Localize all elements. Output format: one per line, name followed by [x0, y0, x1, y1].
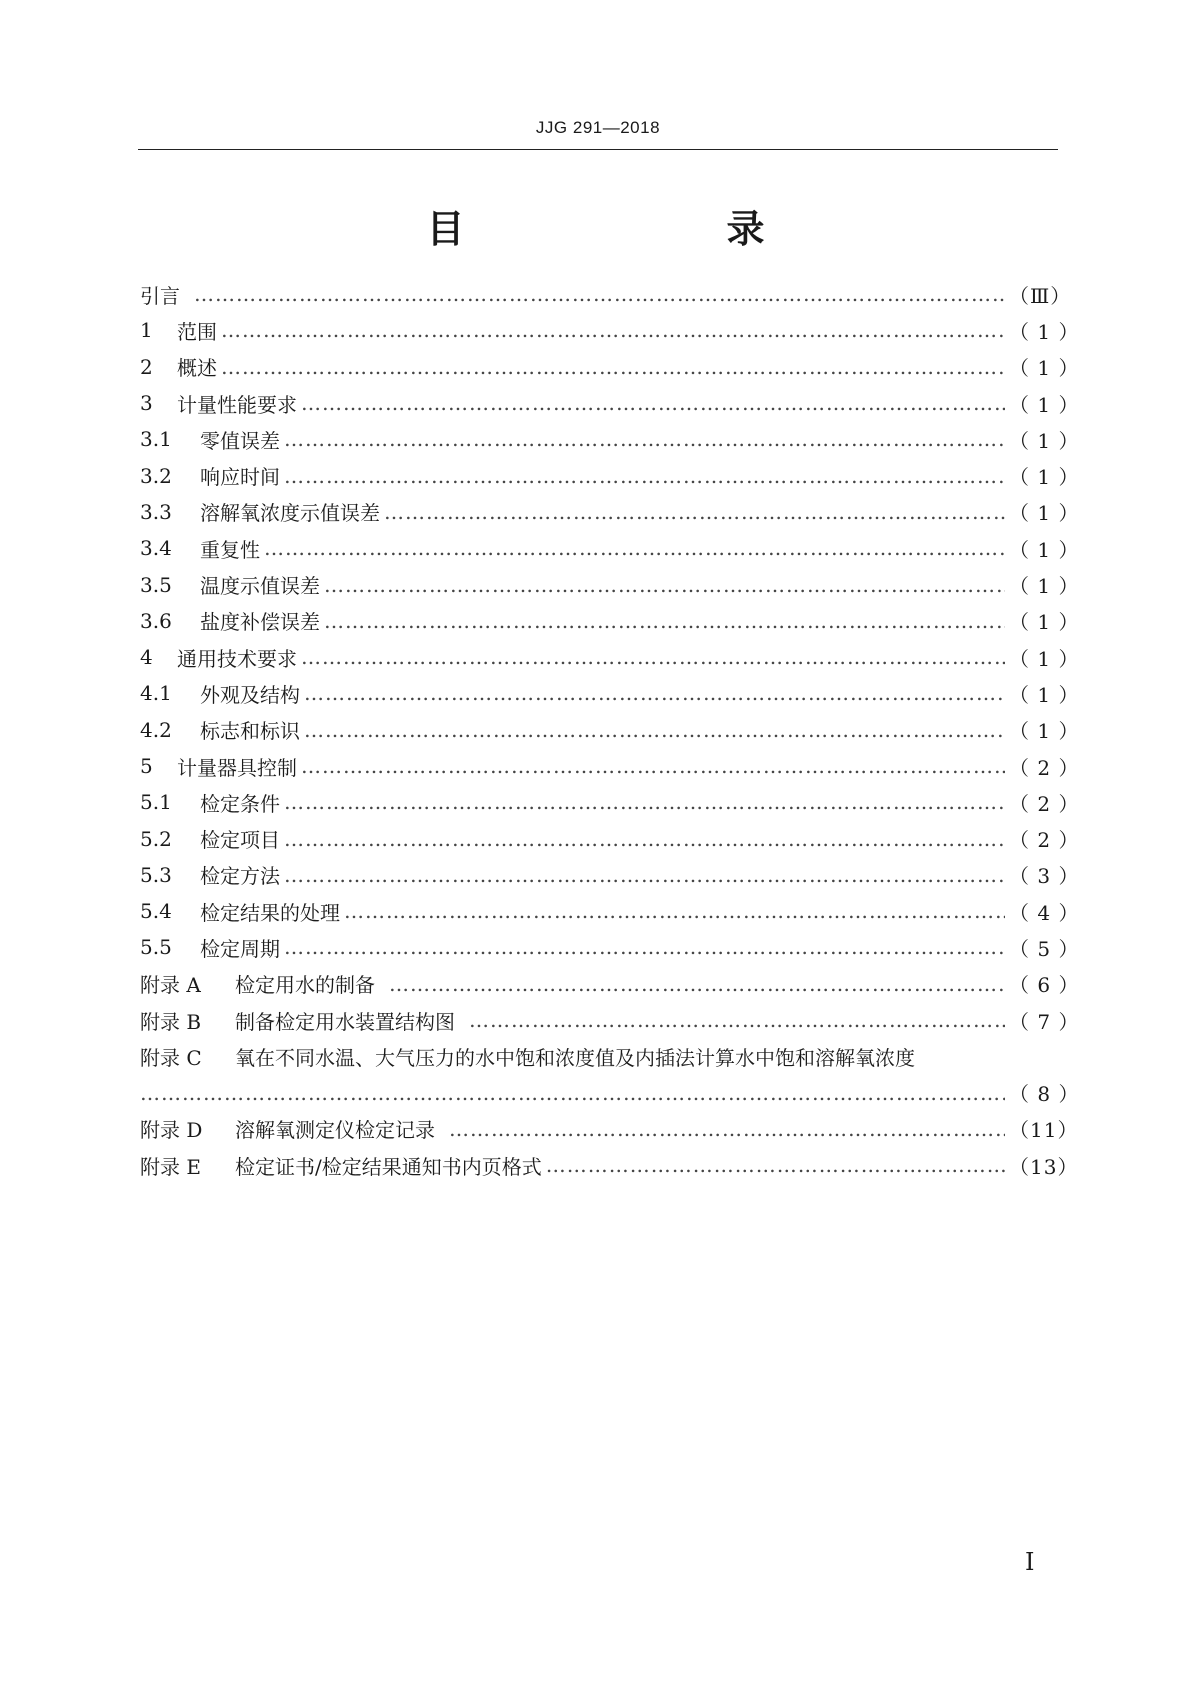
- toc-entry-3-5[interactable]: [140, 566, 1080, 602]
- toc-entry-5-2[interactable]: [140, 820, 1080, 856]
- toc-entry-3-1[interactable]: [140, 421, 1080, 457]
- toc-title: 目 录: [426, 207, 827, 251]
- toc-entry-number: 4.2: [140, 717, 172, 742]
- toc-entry-page: （ 1 ）: [1009, 319, 1080, 344]
- toc-entry-label: 检定证书/检定结果通知书内页格式: [235, 1154, 542, 1179]
- toc-entry-number: 2: [140, 354, 153, 379]
- toc-entry-page: （ 1 ）: [1009, 465, 1080, 490]
- leader-dots: [284, 427, 1005, 451]
- leader-dots: [264, 536, 1005, 560]
- toc-entry-number: 3.5: [140, 572, 172, 597]
- toc-entry-page: （13）: [1009, 1154, 1079, 1179]
- toc-entry-number: 4: [140, 645, 153, 670]
- toc-entry-5-1[interactable]: [140, 784, 1080, 820]
- toc-entry-number: 附录 E: [140, 1154, 201, 1179]
- page-number: Ⅰ: [1025, 1548, 1035, 1576]
- toc-entry-5-4[interactable]: [140, 893, 1080, 929]
- toc-entry-appendix-d[interactable]: [140, 1111, 1079, 1147]
- leader-dots: [301, 754, 1005, 778]
- toc-entry-page: （ 3 ）: [1009, 864, 1080, 889]
- table-of-contents: [140, 276, 1080, 1183]
- toc-entry-page: （ 1 ）: [1009, 356, 1080, 381]
- toc-entry-4-1[interactable]: [140, 675, 1080, 711]
- leader-dots: [304, 718, 1005, 742]
- toc-entry-3-6[interactable]: [140, 603, 1080, 639]
- toc-entry-label: 范围: [177, 319, 217, 344]
- leader-dots: [324, 609, 1005, 633]
- toc-entry-number: 3.4: [140, 536, 172, 561]
- leader-dots: [384, 500, 1005, 524]
- leader-dots: [140, 1081, 1005, 1105]
- toc-entry-label: 标志和标识: [200, 719, 300, 744]
- leader-dots: [284, 827, 1005, 851]
- leader-dots: [284, 935, 1005, 959]
- toc-entry-label: 溶解氧浓度示值误差: [200, 501, 380, 526]
- leader-dots: [221, 355, 1005, 379]
- toc-entry-5[interactable]: [140, 748, 1080, 784]
- toc-entry-page: （ 4 ）: [1009, 900, 1080, 925]
- toc-entry-number: 5: [140, 754, 153, 778]
- toc-entry-label: 计量器具控制: [177, 755, 297, 780]
- toc-entry-label: 制备检定用水装置结构图: [235, 1009, 455, 1034]
- toc-entry-number: 3.2: [140, 463, 172, 488]
- header-rule: [138, 149, 1058, 150]
- toc-entry-number: 1: [140, 318, 153, 343]
- toc-entry-number: 附录 C: [140, 1045, 202, 1070]
- toc-entry-4-2[interactable]: [140, 712, 1080, 748]
- toc-entry-page: （ 1 ）: [1009, 574, 1080, 599]
- toc-entry-appendix-a[interactable]: [140, 966, 1080, 1002]
- toc-entry-page: （ 1 ）: [1009, 537, 1080, 562]
- toc-entry-number: 附录 A: [140, 973, 201, 998]
- toc-entry-label: 重复性: [200, 537, 260, 562]
- toc-entry-number: 附录 D: [140, 1118, 203, 1143]
- toc-entry-label: 检定条件: [200, 791, 280, 816]
- leader-dots: [304, 681, 1005, 705]
- toc-entry-label: 概述: [177, 356, 217, 381]
- toc-entry-label: 响应时间: [200, 465, 280, 490]
- leader-dots: [449, 1117, 1005, 1141]
- running-header: JJG 291—2018: [535, 118, 661, 137]
- toc-entry-label: 温度示值误差: [200, 574, 320, 599]
- toc-entry-label: 检定结果的处理: [200, 900, 340, 925]
- toc-entry-page: （ 1 ）: [1009, 682, 1080, 707]
- toc-entry-page: （ 1 ）: [1009, 392, 1080, 417]
- toc-entry-number: 3.3: [140, 499, 172, 524]
- toc-entry-number: 5.2: [140, 826, 172, 851]
- leader-dots: [344, 899, 1005, 923]
- toc-entry-page: （ 1 ）: [1009, 646, 1080, 671]
- toc-entry-number: 3.1: [140, 427, 172, 452]
- toc-entry-label: 通用技术要求: [177, 646, 297, 671]
- toc-entry-page: （Ⅲ）: [1009, 283, 1072, 308]
- toc-entry-number: 3.6: [140, 608, 172, 633]
- toc-entry-1[interactable]: [140, 312, 1080, 348]
- toc-entry-page: （ 7 ）: [1009, 1009, 1080, 1034]
- leader-dots: [389, 972, 1005, 996]
- toc-entry-label: 检定用水的制备: [235, 973, 375, 998]
- toc-entry-preface[interactable]: [140, 276, 1072, 312]
- toc-entry-number: 4.1: [140, 681, 172, 706]
- toc-entry-3[interactable]: [140, 385, 1080, 421]
- toc-entry-3-3[interactable]: [140, 494, 1080, 530]
- toc-entry-3-2[interactable]: [140, 457, 1080, 493]
- toc-entry-label: 引言: [140, 283, 180, 308]
- leader-dots: [301, 645, 1005, 669]
- toc-entry-page: （11）: [1009, 1118, 1079, 1143]
- toc-entry-page: （ 5 ）: [1009, 936, 1080, 961]
- toc-entry-5-3[interactable]: [140, 857, 1080, 893]
- toc-entry-page: （ 1 ）: [1009, 610, 1080, 635]
- toc-entry-label: 零值误差: [200, 428, 280, 453]
- toc-entry-label: 检定方法: [200, 864, 280, 889]
- leader-dots: [221, 318, 1005, 342]
- toc-entry-page: （ 8 ）: [1009, 1082, 1080, 1107]
- toc-entry-label: 氧在不同水温、大气压力的水中饱和浓度值及内插法计算水中饱和溶解氧浓度: [235, 1045, 915, 1070]
- toc-entry-number: 5.3: [140, 862, 172, 887]
- leader-dots: [469, 1008, 1005, 1032]
- toc-entry-number: 5.4: [140, 899, 172, 924]
- toc-entry-4[interactable]: [140, 639, 1080, 675]
- toc-entry-number: 3: [140, 391, 153, 416]
- toc-entry-5-5[interactable]: [140, 929, 1080, 965]
- toc-entry-page: （ 6 ）: [1009, 973, 1080, 998]
- leader-dots: [284, 464, 1005, 488]
- toc-entry-appendix-b[interactable]: [140, 1002, 1080, 1038]
- toc-entry-label: 检定项目: [200, 828, 280, 853]
- toc-entry-number: 5.5: [140, 935, 172, 960]
- toc-entry-label: 检定周期: [200, 936, 280, 961]
- toc-entry-page: （ 1 ）: [1009, 719, 1080, 744]
- toc-entry-label: 计量性能要求: [177, 392, 297, 417]
- leader-dots: [194, 282, 1005, 306]
- toc-entry-page: （ 1 ）: [1009, 428, 1080, 453]
- toc-entry-3-4[interactable]: [140, 530, 1080, 566]
- toc-entry-label: 溶解氧测定仪检定记录: [235, 1118, 435, 1143]
- toc-entry-page: （ 2 ）: [1009, 791, 1080, 816]
- toc-entry-appendix-c[interactable]: [140, 1038, 1057, 1074]
- toc-entry-label: 盐度补偿误差: [200, 610, 320, 635]
- toc-entry-number: 5.1: [140, 790, 172, 815]
- leader-dots: [284, 863, 1005, 887]
- toc-entry-appendix-c-continued[interactable]: [140, 1075, 1080, 1111]
- leader-dots: [301, 391, 1005, 415]
- toc-entry-page: （ 2 ）: [1009, 755, 1080, 780]
- toc-entry-number: 附录 B: [140, 1009, 202, 1034]
- leader-dots: [284, 790, 1005, 814]
- leader-dots: [546, 1153, 1005, 1177]
- toc-entry-page: （ 1 ）: [1009, 501, 1080, 526]
- toc-entry-appendix-e[interactable]: [140, 1147, 1079, 1183]
- leader-dots: [324, 573, 1005, 597]
- toc-entry-2[interactable]: [140, 349, 1080, 385]
- toc-entry-page: （ 2 ）: [1009, 828, 1080, 853]
- toc-entry-label: 外观及结构: [200, 682, 300, 707]
